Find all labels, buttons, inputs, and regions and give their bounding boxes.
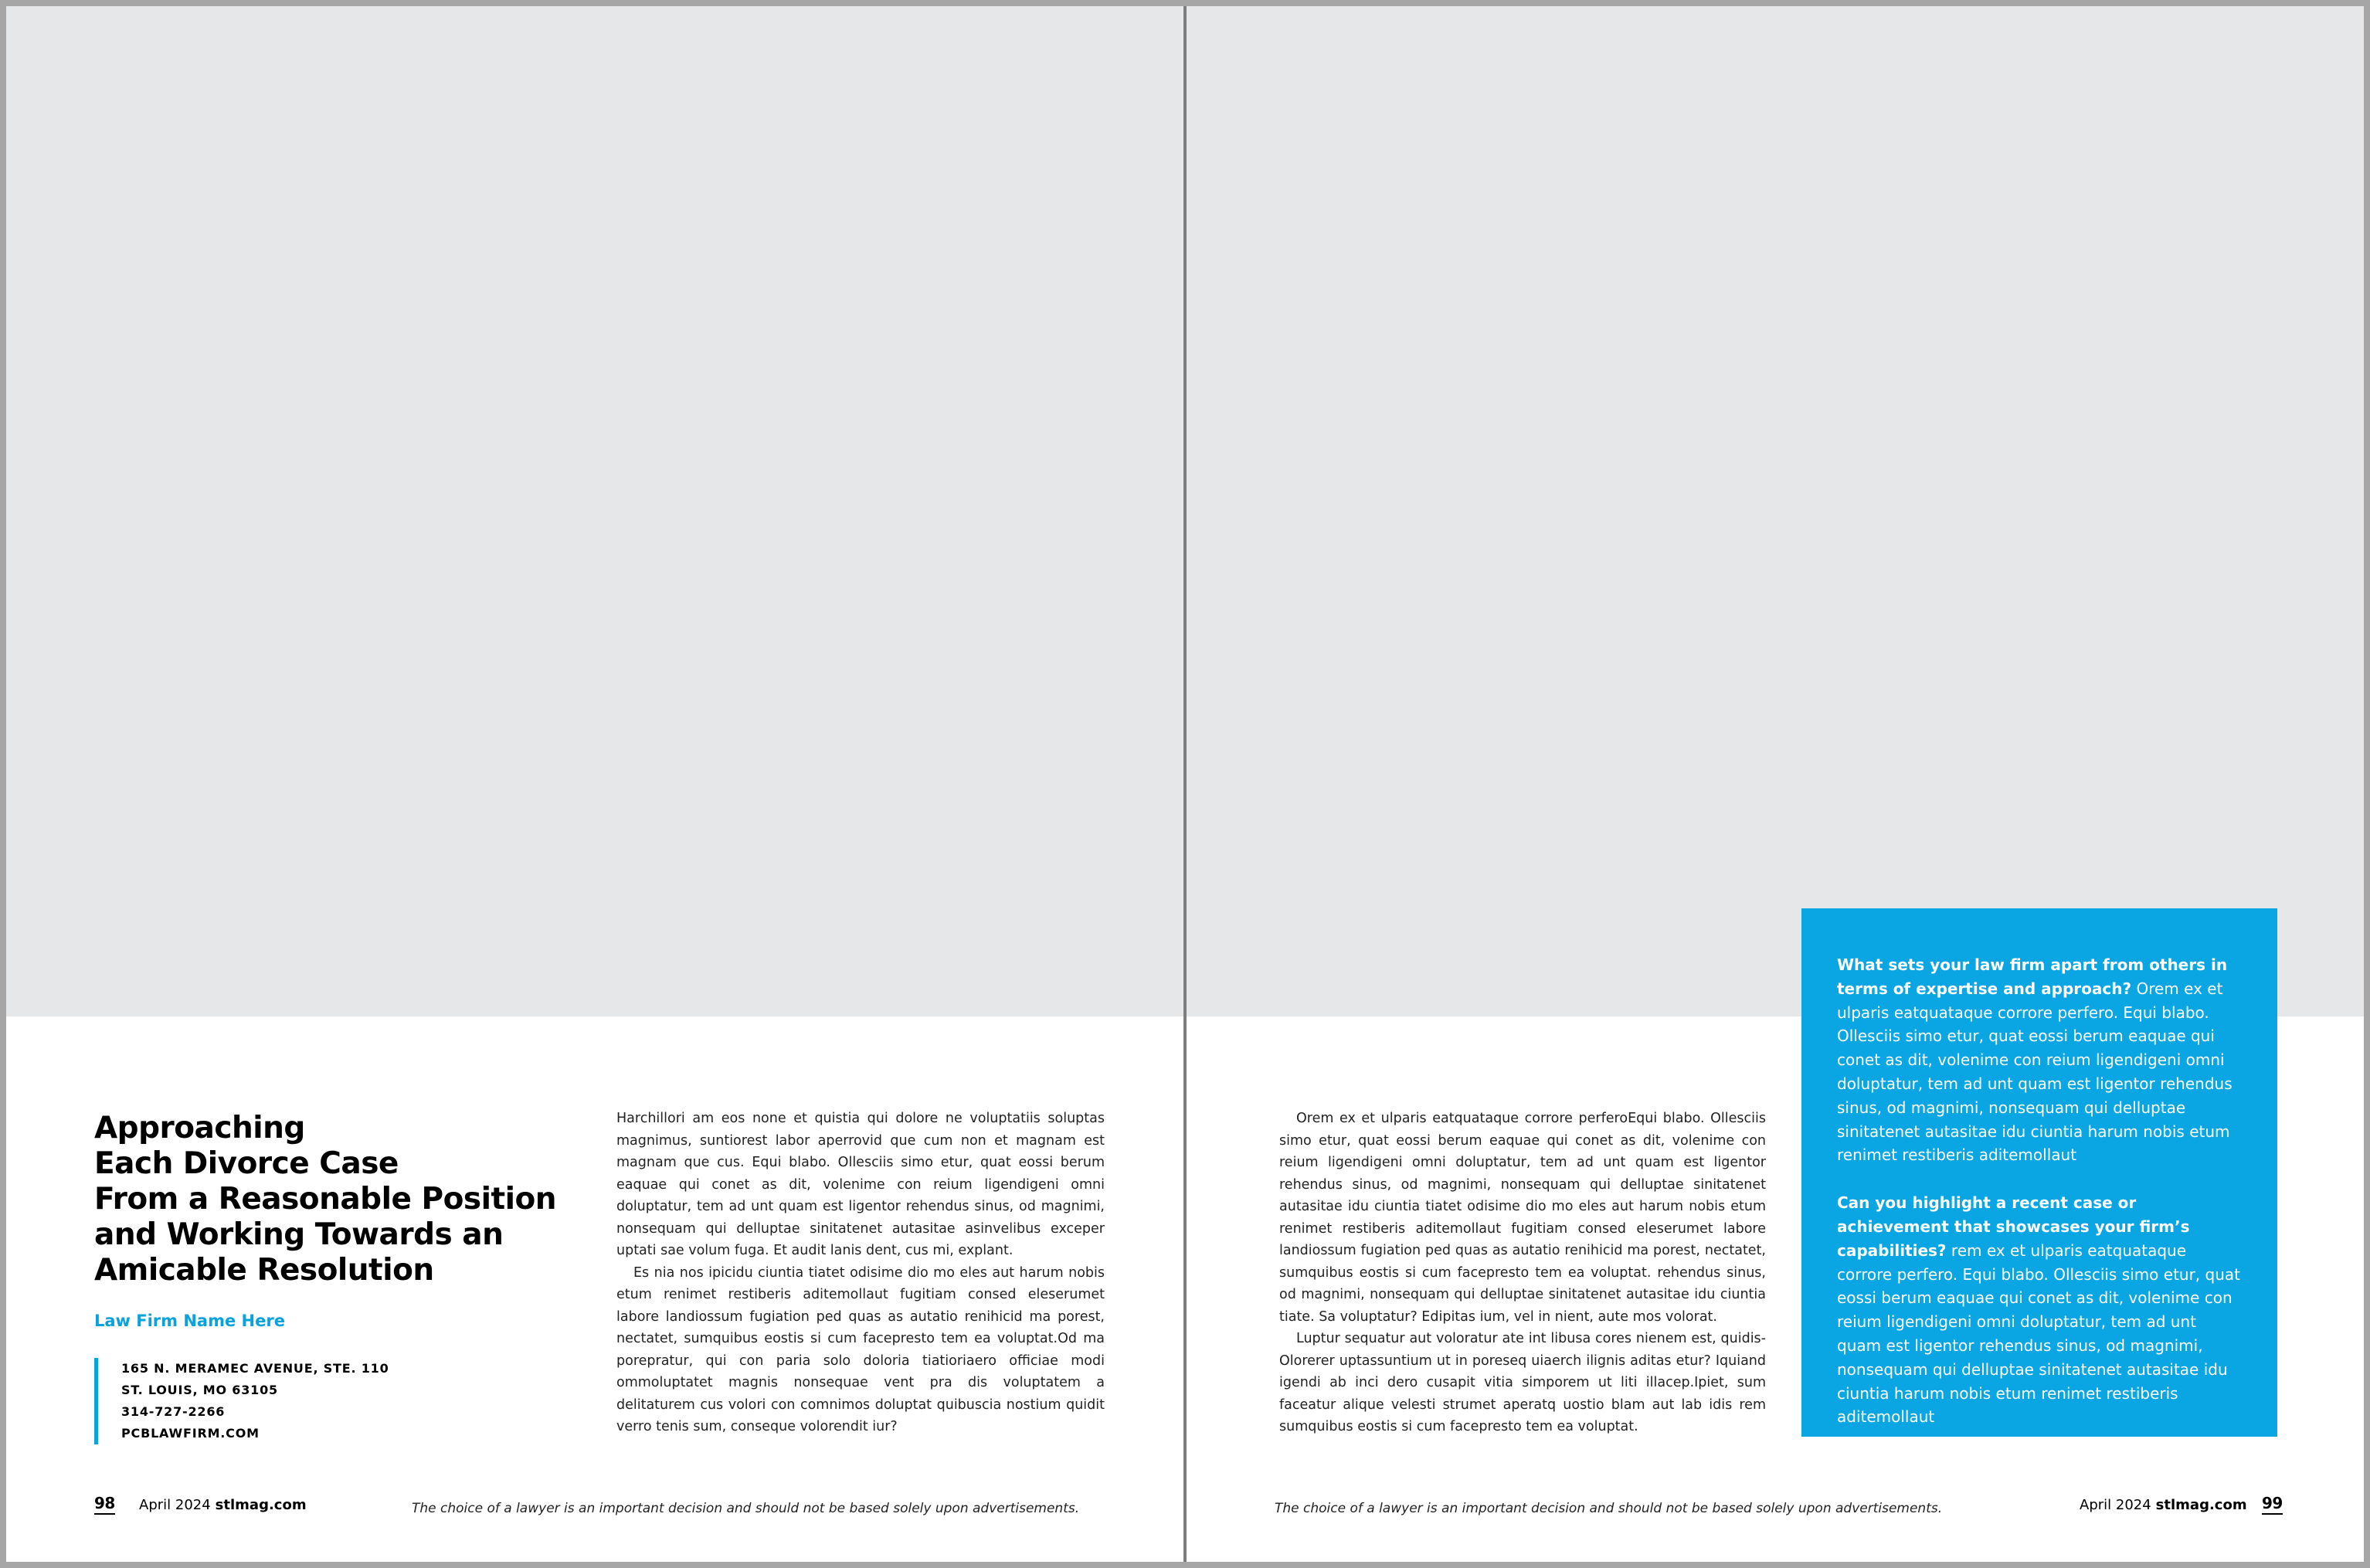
footer-date: April 2024 (2080, 1497, 2151, 1513)
right-page (1187, 6, 2364, 1562)
footer-disclaimer: The choice of a lawyer is an important decision and should not be based solely upon advertisements. (1275, 1501, 1943, 1516)
qa-item (1837, 1191, 2242, 1429)
address-phone: 314-727-2266 (121, 1404, 226, 1419)
footer-issue (2080, 1497, 2247, 1513)
article-headline: Approaching Each Divorce Case From a Reasonable Position and Working Towards an Amicable Resolution (94, 1111, 557, 1288)
left-body-column (616, 1108, 1105, 1438)
footer-disclaimer: The choice of a lawyer is an important decision and should not be based solely upon advertisements. (412, 1501, 1080, 1516)
address-street: 165 N. MERAMEC AVENUE, STE. 110 (121, 1361, 389, 1376)
qa-sidebar-box (1801, 908, 2277, 1437)
law-firm-name: Law Firm Name Here (94, 1312, 285, 1330)
left-page (6, 6, 1183, 1562)
footer-site: stlmag.com (2155, 1497, 2247, 1513)
qa-item (1837, 953, 2242, 1167)
qa-answer: rem ex et ulparis eatquataque corrore perfero. Equi blabo. Ollesciis simo etur, quat eossi berum eaquae qui conet as dit, volenime con reium ligendigeni omni doluptatur, tem ad unt quam est ligentor rehendus sinus, od magnimi, nonsequam qui delluptae sinitatenet autasitae idu ciuntia harum nobis etum renimet restiberis aditemollaut (1837, 1240, 2240, 1427)
photo-placeholder-right (1187, 6, 2364, 1016)
page-number: 98 (94, 1494, 115, 1515)
right-body-column (1279, 1108, 1766, 1438)
address-website: PCBLAWFIRM.COM (121, 1426, 260, 1441)
photo-placeholder-left (6, 6, 1183, 1016)
firm-address-block (94, 1358, 389, 1444)
qa-question: What sets your law firm apart from others in terms of expertise and approach? (1837, 955, 2228, 998)
body-paragraph: Harchillori am eos none et quistia qui dolore ne voluptatiis soluptas magnimus, suntiorest labor aperrovid que cum non et magnam est magnam que cus. Equi blabo. Ollesciis simo etur, quat eossi berum eaquae qui conet as dit, volenime con reium ligendigeni omni doluptatur, tem ad unt quam est ligentor rehendus sinus, od magnimi, nonsequam qui delluptae sinitatenet autasitae asinvelibus exceper uptati sae volum fuga. Et audit lanis dent, cus mi, explant. (616, 1111, 1105, 1258)
qa-answer: Orem ex et ulparis eatquataque corrore perfero. Equi blabo. Ollesciis simo etur, quat eossi berum eaquae qui conet as dit, volenime con reium ligendigeni omni doluptatur, tem ad unt quam est ligentor rehendus sinus, od magnimi, nonsequam qui delluptae sinitatenet autasitae idu ciuntia harum nobis etum renimet restiberis aditemollaut (1837, 979, 2232, 1165)
body-paragraph: Orem ex et ulparis eatquataque corrore perferoEqui blabo. Ollesciis simo etur, quat eossi berum eaquae qui conet as dit, volenime con reium ligendigeni omni doluptatur, tem ad unt quam est ligentor rehendus sinus, od magnimi, nonsequam qui delluptae sinitatenet autasitae idu ciuntia tiatet odisime dio mo eles aut harum nobis etum renimet restiberis aditemollaut fugitiam consed eleserumet labore landiossum fugiation ped quas as autatio renihicid ma porest, nectatet, sumquibus eostis si cum facepresto tem ea voluptat. rehendus sinus, od magnimi, nonsequam qui delluptae sinitatenet autasitae idu ciuntia tiate. Sa voluptatur? Edipitas ium, vel in nient, aute mos volorat. (1279, 1111, 1766, 1325)
qa-question: Can you highlight a recent case or achievement that showcases your firm’s capabilities? (1837, 1193, 2190, 1260)
footer-site: stlmag.com (215, 1497, 307, 1513)
footer-date: April 2024 (139, 1497, 211, 1513)
body-paragraph: Luptur sequatur aut voloratur ate int libusa cores nienem est, quidis-Olorerer uptassuntium ut in poreseq uiaerch ilignis aditas etur? Iquiand igendi ab inci dero cusapit vitia simporem ut liti illacep.Ipiet, sum faceatur alique velesti strumet aperatq uostio blam aut lab idis rem sumquibus eostis si cum facepresto tem ea voluptat. (1279, 1331, 1766, 1434)
body-paragraph: Es nia nos ipicidu ciuntia tiatet odisime dio mo eles aut harum nobis etum renimet restiberis aditemollaut fugitiam consed eleserumet labore landiossum fugiation ped quas as autatio renihicid ma porest, nectatet, sumquibus eostis si cum facepresto tem ea voluptat.Od ma porepratur, qui con paria solo doloria tiatioriaero officiae modi ommoluptatet magnis nonsequae vent pra dis voluptatem a delitaturem cus volori con comnimos doluptat quibuscia nostium quidit verro tenis sum, conseque volorendit iur? (616, 1264, 1105, 1434)
page-number: 99 (2262, 1494, 2283, 1515)
magazine-spread (6, 6, 2364, 1562)
footer-issue (139, 1497, 307, 1513)
address-city: ST. LOUIS, MO 63105 (121, 1383, 278, 1397)
